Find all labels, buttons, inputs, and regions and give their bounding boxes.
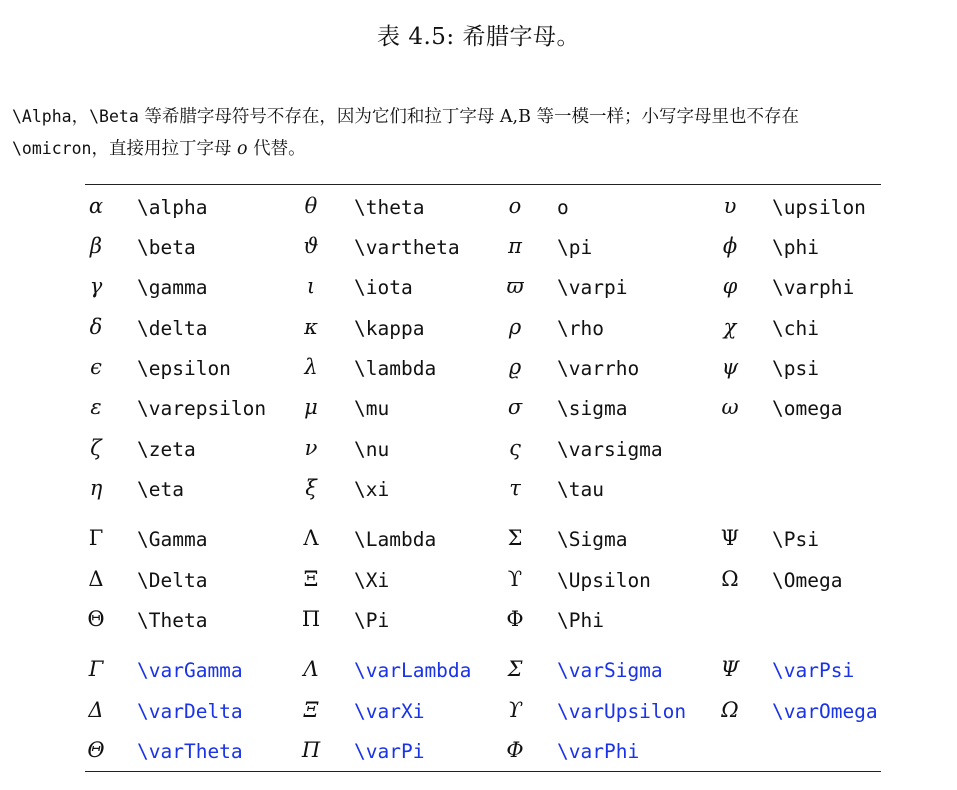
latex-command: \Upsilon — [557, 569, 651, 592]
latex-command: \mu — [354, 397, 390, 420]
latex-command-link[interactable]: \varLambda — [354, 659, 472, 682]
greek-symbol: η — [89, 476, 103, 500]
code-alpha: \Alpha — [12, 107, 72, 126]
latex-command: o — [557, 196, 569, 219]
greek-symbol: Δ — [88, 698, 104, 722]
greek-symbol: ε — [90, 395, 102, 419]
greek-symbol: μ — [304, 395, 318, 419]
greek-symbol: Λ — [303, 657, 319, 681]
intro-paragraph — [12, 101, 952, 165]
latex-command: \Psi — [772, 528, 819, 551]
latex-command-link[interactable]: \varPsi — [772, 659, 855, 682]
intro-text-1: 等希腊字母符号不存在，因为它们和拉丁字母 A,B 等一模一样；小写字母里也不存在 — [138, 107, 800, 127]
greek-symbol: Ψ — [720, 657, 740, 681]
latex-command-link[interactable]: \varDelta — [137, 700, 243, 723]
greek-symbol: κ — [304, 315, 318, 339]
table-top-rule — [85, 184, 881, 185]
greek-symbol: Φ — [506, 738, 524, 762]
greek-symbol: Γ — [88, 526, 104, 550]
greek-symbol: α — [88, 194, 104, 218]
greek-symbol: ϕ — [722, 234, 738, 258]
greek-symbol: ι — [306, 274, 316, 298]
intro-text-2: ，直接用拉丁字母 — [91, 139, 238, 159]
intro-text-3: 代替。 — [247, 139, 306, 159]
latex-command: \Lambda — [354, 528, 437, 551]
greek-symbol: Θ — [87, 607, 105, 631]
latex-command: \sigma — [557, 397, 628, 420]
latex-command-link[interactable]: \varXi — [354, 700, 425, 723]
latex-command: \tau — [557, 478, 604, 501]
latex-command: \rho — [557, 317, 604, 340]
latex-command: \varsigma — [557, 438, 663, 461]
greek-symbol: ϒ — [507, 567, 523, 591]
greek-symbol: τ — [509, 476, 521, 500]
latex-command: \varepsilon — [137, 397, 267, 420]
latex-command-link[interactable]: \varUpsilon — [557, 700, 687, 723]
latex-command-link[interactable]: \varPhi — [557, 740, 640, 763]
greek-symbol: Π — [301, 607, 321, 631]
latex-command: \beta — [137, 236, 196, 259]
greek-symbol: ξ — [305, 476, 317, 500]
latex-command: \kappa — [354, 317, 425, 340]
greek-symbol: Γ — [88, 657, 104, 681]
greek-symbol: ϖ — [506, 274, 524, 298]
latex-command: \Phi — [557, 609, 604, 632]
latex-command: \alpha — [137, 196, 208, 219]
greek-symbol: Φ — [506, 607, 524, 631]
latex-command: \Theta — [137, 609, 208, 632]
latex-command: \Xi — [354, 569, 390, 592]
code-beta: \Beta — [89, 107, 139, 126]
greek-symbol: Λ — [303, 526, 319, 550]
math-o: o — [237, 139, 248, 159]
greek-symbol: β — [89, 234, 103, 258]
latex-command-link[interactable]: \varGamma — [137, 659, 243, 682]
latex-command-link[interactable]: \varTheta — [137, 740, 243, 763]
greek-symbol: υ — [723, 194, 737, 218]
greek-symbol: ρ — [508, 315, 522, 339]
greek-symbol: Σ — [507, 526, 523, 550]
intro-separator: ， — [71, 107, 90, 127]
latex-command: \psi — [772, 357, 819, 380]
latex-command: \Pi — [354, 609, 390, 632]
greek-symbol: ν — [304, 436, 318, 460]
greek-symbol: Ξ — [303, 567, 319, 591]
latex-command: \varrho — [557, 357, 640, 380]
greek-symbol: δ — [89, 315, 103, 339]
table-bottom-rule — [85, 771, 881, 772]
greek-symbol: ϑ — [303, 234, 319, 258]
greek-symbol: φ — [722, 274, 738, 298]
greek-symbol: ς — [509, 436, 521, 460]
code-omicron: \omicron — [12, 139, 92, 158]
greek-symbol: Δ — [88, 567, 104, 591]
latex-command: \Gamma — [137, 528, 208, 551]
greek-symbol: ϵ — [90, 355, 102, 379]
greek-symbol: Σ — [507, 657, 523, 681]
latex-command: \gamma — [137, 276, 208, 299]
latex-command: \iota — [354, 276, 413, 299]
greek-symbol: o — [508, 194, 522, 218]
greek-symbol: Ψ — [720, 526, 740, 550]
greek-symbol: σ — [507, 395, 523, 419]
latex-command: \varpi — [557, 276, 628, 299]
greek-symbol: θ — [304, 194, 318, 218]
latex-command: \omega — [772, 397, 843, 420]
greek-symbol: ω — [721, 395, 739, 419]
latex-command: \xi — [354, 478, 390, 501]
greek-symbol: γ — [89, 274, 103, 298]
latex-command: \Sigma — [557, 528, 628, 551]
latex-command: \eta — [137, 478, 184, 501]
latex-command: \zeta — [137, 438, 196, 461]
table-caption: 表 4.5: 希腊字母。 — [377, 24, 580, 50]
latex-command-link[interactable]: \varPi — [354, 740, 425, 763]
latex-command: \Delta — [137, 569, 208, 592]
greek-symbol: π — [508, 234, 522, 258]
greek-symbol: Ω — [721, 698, 739, 722]
greek-symbol: Θ — [87, 738, 105, 762]
greek-symbol: Ξ — [303, 698, 319, 722]
greek-symbol: Ω — [721, 567, 739, 591]
greek-symbol: ψ — [721, 355, 739, 379]
latex-command: \Omega — [772, 569, 843, 592]
latex-command: \chi — [772, 317, 819, 340]
latex-command: \pi — [557, 236, 593, 259]
greek-symbol: ϱ — [508, 355, 522, 379]
latex-command: \vartheta — [354, 236, 460, 259]
latex-command-link[interactable]: \varSigma — [557, 659, 663, 682]
greek-symbol: ϒ — [507, 698, 523, 722]
greek-symbol: Π — [301, 738, 321, 762]
latex-command: \delta — [137, 317, 208, 340]
greek-symbol: λ — [304, 355, 318, 379]
latex-command: \varphi — [772, 276, 855, 299]
latex-command: \epsilon — [137, 357, 231, 380]
greek-symbol: ζ — [90, 436, 102, 460]
greek-symbol: χ — [723, 315, 737, 339]
latex-command: \phi — [772, 236, 819, 259]
latex-command: \theta — [354, 196, 425, 219]
latex-command: \lambda — [354, 357, 437, 380]
latex-command-link[interactable]: \varOmega — [772, 700, 878, 723]
latex-command: \upsilon — [772, 196, 866, 219]
latex-command: \nu — [354, 438, 390, 461]
